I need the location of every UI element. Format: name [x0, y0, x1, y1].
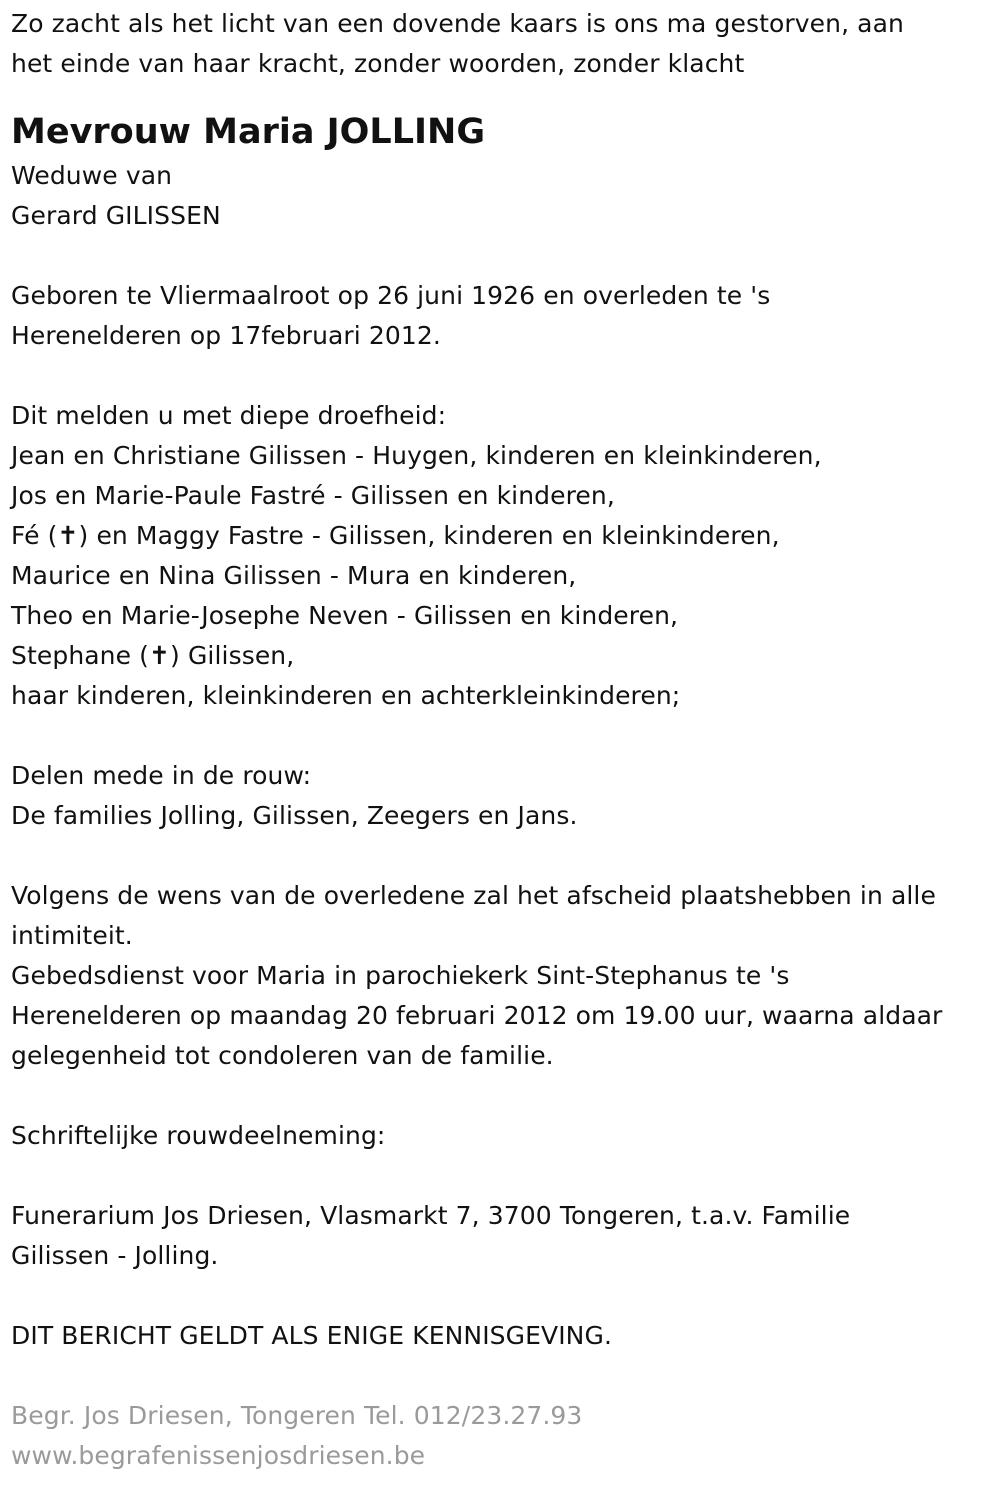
service-line: gelegenheid tot condoleren van de familie. [11, 1041, 554, 1070]
address-line: Gilissen - Jolling. [11, 1241, 219, 1270]
birth-death-line: Geboren te Vliermaalroot op 26 juni 1926 en overleden te 's [11, 281, 771, 310]
widow-label: Weduwe van [11, 161, 173, 190]
obituary-document [11, 4, 996, 1476]
announcers-list [11, 396, 996, 716]
widow-of [11, 156, 996, 236]
intro-line: Zo zacht als het licht van een dovende kaars is ons ma gestorven, aan [11, 9, 904, 38]
service-line: Gebedsdienst voor Maria in parochiekerk Sint-Stephanus te 's [11, 961, 790, 990]
announcers-heading: Dit melden u met diepe droefheid: [11, 401, 447, 430]
spouse-name: Gerard GILISSEN [11, 201, 221, 230]
condolence-address [11, 1196, 996, 1276]
announcer-line: Stephane (✝) Gilissen, [11, 641, 295, 670]
service-line: Volgens de wens van de overledene zal het afscheid plaatshebben in alle [11, 881, 936, 910]
service-line: intimiteit. [11, 921, 133, 950]
birth-death-info [11, 276, 996, 356]
funeral-home-website: www.begrafenissenjosdriesen.be [11, 1441, 426, 1470]
address-line: Funerarium Jos Driesen, Vlasmarkt 7, 3700 Tongeren, t.a.v. Familie [11, 1201, 851, 1230]
announcer-line: Jean en Christiane Gilissen - Huygen, kinderen en kleinkinderen, [11, 441, 822, 470]
funeral-home-contact: Begr. Jos Driesen, Tongeren Tel. 012/23.27.93 [11, 1401, 583, 1430]
intro-line: het einde van haar kracht, zonder woorden, zonder klacht [11, 49, 745, 78]
birth-death-line: Herenelderen op 17februari 2012. [11, 321, 441, 350]
service-line: Herenelderen op maandag 20 februari 2012 om 19.00 uur, waarna aldaar [11, 1001, 943, 1030]
mourning-families: De families Jolling, Gilissen, Zeegers en Jans. [11, 801, 578, 830]
deceased-name: Mevrouw Maria JOLLING [11, 112, 486, 152]
announcer-line: Jos en Marie-Paule Fastré - Gilissen en kinderen, [11, 481, 615, 510]
notice-text: DIT BERICHT GELDT ALS ENIGE KENNISGEVING. [11, 1321, 612, 1350]
footer [11, 1396, 996, 1476]
mourning-heading: Delen mede in de rouw: [11, 761, 312, 790]
condolence-label: Schriftelijke rouwdeelneming: [11, 1121, 386, 1150]
announcer-line: Theo en Marie-Josephe Neven - Gilissen en kinderen, [11, 601, 679, 630]
announcer-line: haar kinderen, kleinkinderen en achterkleinkinderen; [11, 681, 681, 710]
announcer-line: Fé (✝) en Maggy Fastre - Gilissen, kinderen en kleinkinderen, [11, 521, 780, 550]
intro-verse [11, 4, 996, 84]
service-section [11, 876, 996, 1076]
announcer-line: Maurice en Nina Gilissen - Mura en kinderen, [11, 561, 577, 590]
mourning-section [11, 756, 996, 836]
